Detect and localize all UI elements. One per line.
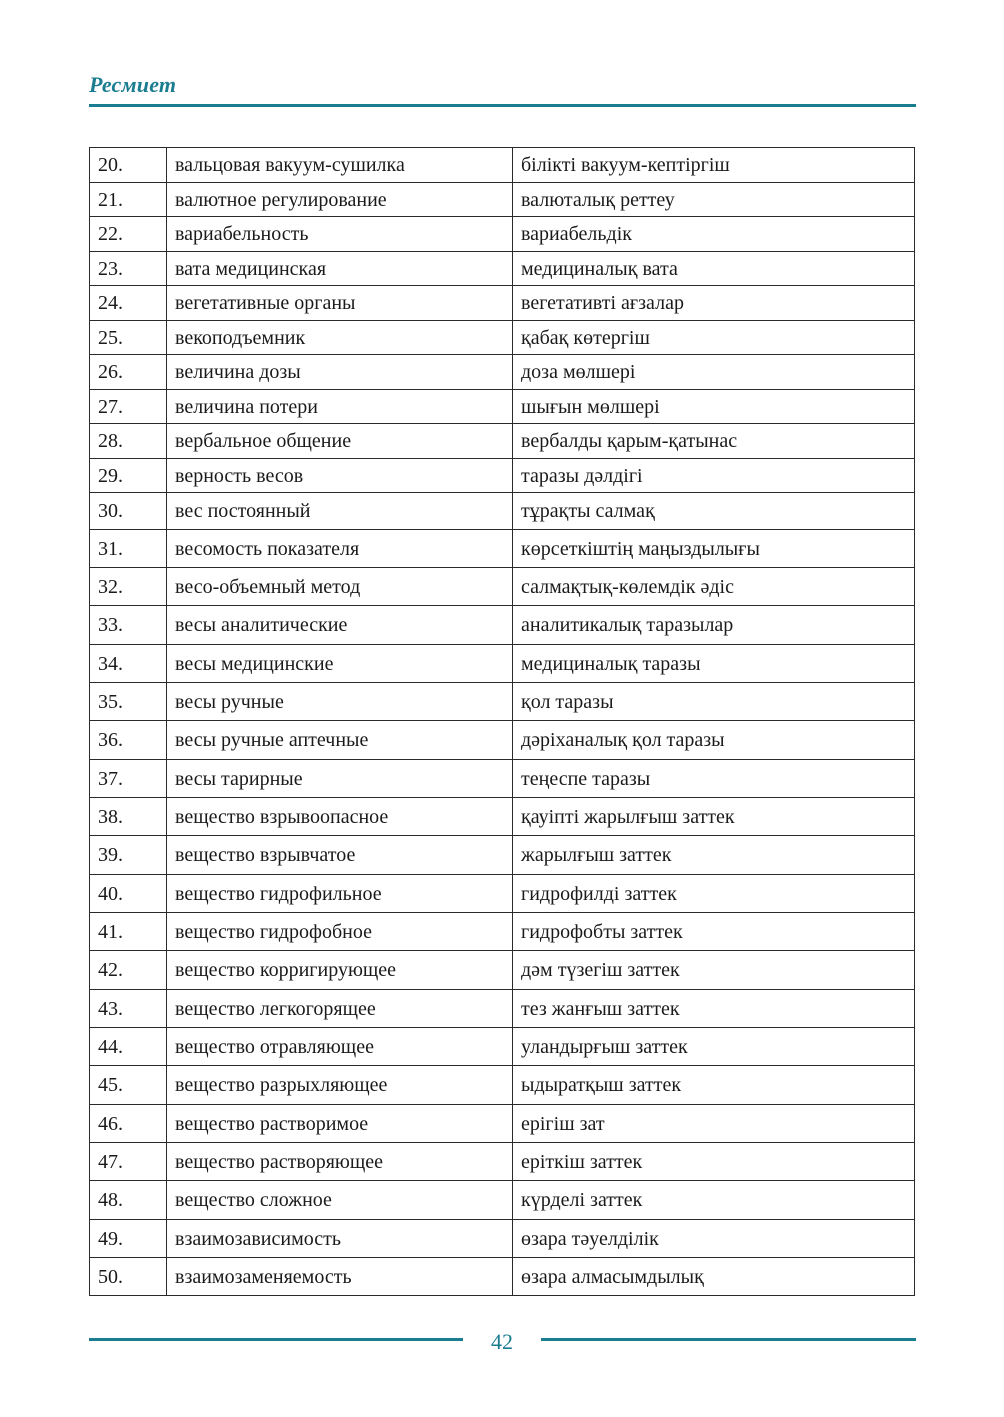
term-russian: весы медицинские (167, 645, 513, 683)
term-kazakh: күрделі заттек (513, 1181, 915, 1220)
table-row (90, 286, 915, 321)
table-row (90, 355, 915, 390)
table-row (90, 951, 915, 990)
term-russian: вещество растворяющее (167, 1143, 513, 1181)
term-number: 25. (90, 321, 167, 355)
term-russian: величина потери (167, 390, 513, 424)
term-number: 41. (90, 913, 167, 951)
term-kazakh: ерігіш зат (513, 1105, 915, 1143)
term-russian: величина дозы (167, 355, 513, 390)
term-russian: вегетативные органы (167, 286, 513, 321)
table-row (90, 798, 915, 836)
table-row (90, 530, 915, 568)
term-russian: вербальное общение (167, 424, 513, 459)
term-kazakh: қабақ көтергіш (513, 321, 915, 355)
term-kazakh: білікті вакуум-кептіргіш (513, 148, 915, 183)
term-kazakh: валюталық реттеу (513, 183, 915, 217)
term-kazakh: өзара алмасымдылық (513, 1258, 915, 1296)
term-russian: вес постоянный (167, 493, 513, 530)
term-kazakh: гидрофилді заттек (513, 875, 915, 913)
table-row (90, 1258, 915, 1296)
term-russian: вата медицинская (167, 252, 513, 286)
table-row (90, 645, 915, 683)
term-number: 42. (90, 951, 167, 990)
term-kazakh: ыдыратқыш заттек (513, 1066, 915, 1105)
term-russian: весо-объемный метод (167, 568, 513, 606)
term-russian: вещество взрывоопасное (167, 798, 513, 836)
term-number: 30. (90, 493, 167, 530)
term-number: 29. (90, 459, 167, 493)
term-number: 45. (90, 1066, 167, 1105)
table-row (90, 424, 915, 459)
term-number: 48. (90, 1181, 167, 1220)
term-number: 43. (90, 990, 167, 1028)
term-russian: вещество гидрофильное (167, 875, 513, 913)
table-row (90, 760, 915, 798)
term-number: 40. (90, 875, 167, 913)
term-kazakh: тұрақты салмақ (513, 493, 915, 530)
term-number: 31. (90, 530, 167, 568)
table-row (90, 183, 915, 217)
term-russian: весы ручные (167, 683, 513, 721)
term-number: 23. (90, 252, 167, 286)
table-row (90, 1028, 915, 1066)
term-number: 44. (90, 1028, 167, 1066)
glossary-table (89, 147, 915, 1296)
term-kazakh: вербалды қарым-қатынас (513, 424, 915, 459)
footer-rule-right (541, 1338, 916, 1341)
term-russian: вещество взрывчатое (167, 836, 513, 875)
term-kazakh: таразы дәлдігі (513, 459, 915, 493)
term-russian: вещество растворимое (167, 1105, 513, 1143)
table-row (90, 875, 915, 913)
term-kazakh: дәм түзегіш заттек (513, 951, 915, 990)
table-row (90, 683, 915, 721)
term-kazakh: медициналық вата (513, 252, 915, 286)
table-row (90, 252, 915, 286)
table-row (90, 1181, 915, 1220)
table-row (90, 913, 915, 951)
term-kazakh: салмақтық-көлемдік әдіс (513, 568, 915, 606)
header-rule (89, 104, 916, 107)
term-kazakh: еріткіш заттек (513, 1143, 915, 1181)
term-russian: вальцовая вакуум-сушилка (167, 148, 513, 183)
term-kazakh: аналитикалық таразылар (513, 606, 915, 645)
term-kazakh: уландырғыш заттек (513, 1028, 915, 1066)
term-russian: верность весов (167, 459, 513, 493)
term-number: 33. (90, 606, 167, 645)
term-number: 37. (90, 760, 167, 798)
term-number: 26. (90, 355, 167, 390)
table-row (90, 721, 915, 760)
running-header: Ресмиет (89, 72, 177, 97)
term-kazakh: теңеспе таразы (513, 760, 915, 798)
term-number: 24. (90, 286, 167, 321)
term-kazakh: дәріханалық қол таразы (513, 721, 915, 760)
term-kazakh: вегетативті ағзалар (513, 286, 915, 321)
table-row (90, 321, 915, 355)
table-row (90, 606, 915, 645)
table-row (90, 1143, 915, 1181)
term-russian: весы аналитические (167, 606, 513, 645)
term-russian: вещество отравляющее (167, 1028, 513, 1066)
term-number: 35. (90, 683, 167, 721)
table-row (90, 1105, 915, 1143)
term-kazakh: доза мөлшері (513, 355, 915, 390)
term-russian: весомость показателя (167, 530, 513, 568)
term-number: 34. (90, 645, 167, 683)
table-row (90, 836, 915, 875)
term-russian: вещество корригирующее (167, 951, 513, 990)
term-number: 28. (90, 424, 167, 459)
table-row (90, 1220, 915, 1258)
term-russian: вещество разрыхляющее (167, 1066, 513, 1105)
term-number: 32. (90, 568, 167, 606)
term-number: 27. (90, 390, 167, 424)
table-row (90, 390, 915, 424)
term-kazakh: шығын мөлшері (513, 390, 915, 424)
term-russian: весы тарирные (167, 760, 513, 798)
term-kazakh: медициналық таразы (513, 645, 915, 683)
term-russian: вещество легкогорящее (167, 990, 513, 1028)
term-russian: взаимозаменяемость (167, 1258, 513, 1296)
term-number: 38. (90, 798, 167, 836)
term-number: 47. (90, 1143, 167, 1181)
term-kazakh: қауіпті жарылғыш заттек (513, 798, 915, 836)
term-kazakh: қол таразы (513, 683, 915, 721)
table-row (90, 148, 915, 183)
table-row (90, 459, 915, 493)
footer-rule-left (89, 1338, 463, 1341)
term-kazakh: гидрофобты заттек (513, 913, 915, 951)
term-kazakh: вариабельдік (513, 217, 915, 252)
table-row (90, 493, 915, 530)
table-row (90, 568, 915, 606)
term-number: 21. (90, 183, 167, 217)
glossary-table-body (90, 148, 915, 1296)
term-number: 36. (90, 721, 167, 760)
term-number: 20. (90, 148, 167, 183)
term-number: 46. (90, 1105, 167, 1143)
table-row (90, 1066, 915, 1105)
table-row (90, 990, 915, 1028)
term-number: 39. (90, 836, 167, 875)
term-russian: векоподъемник (167, 321, 513, 355)
term-number: 50. (90, 1258, 167, 1296)
term-russian: валютное регулирование (167, 183, 513, 217)
page-number: 42 (491, 1329, 513, 1354)
term-russian: вещество гидрофобное (167, 913, 513, 951)
term-kazakh: жарылғыш заттек (513, 836, 915, 875)
term-kazakh: өзара тәуелділік (513, 1220, 915, 1258)
term-kazakh: көрсеткіштің маңыздылығы (513, 530, 915, 568)
term-number: 49. (90, 1220, 167, 1258)
term-russian: вещество сложное (167, 1181, 513, 1220)
term-number: 22. (90, 217, 167, 252)
term-russian: взаимозависимость (167, 1220, 513, 1258)
term-kazakh: тез жанғыш заттек (513, 990, 915, 1028)
term-russian: весы ручные аптечные (167, 721, 513, 760)
term-russian: вариабельность (167, 217, 513, 252)
table-row (90, 217, 915, 252)
